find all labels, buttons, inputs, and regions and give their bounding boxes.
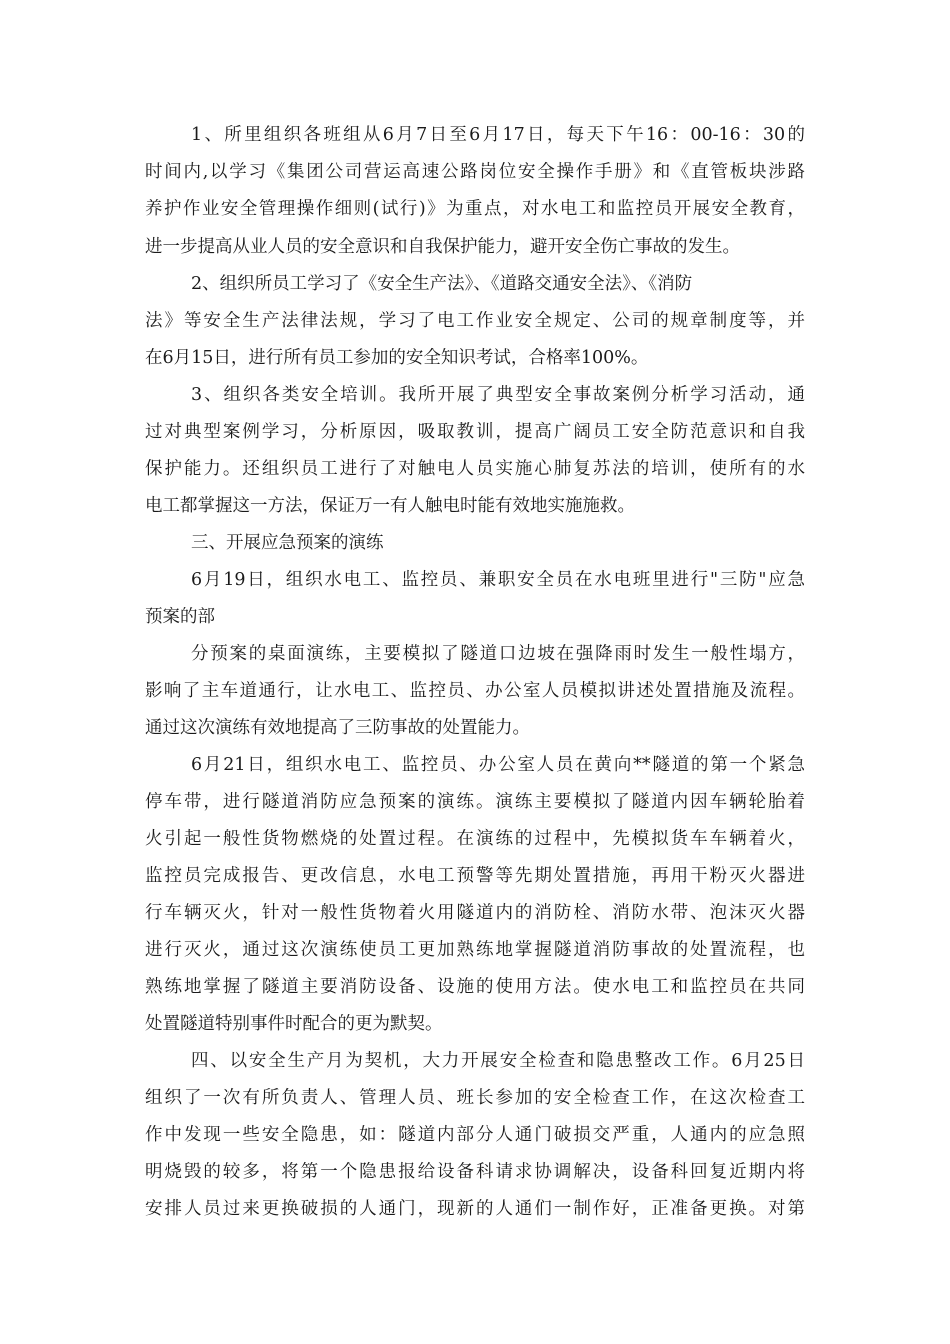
text-line: 时间内,以学习《集团公司营运高速公路岗位安全操作手册》和《直管板块涉路 xyxy=(145,162,805,182)
text-line: 组织了一次有所负责人、管理人员、班长参加的安全检查工作，在这次检查工 xyxy=(145,1088,805,1108)
text-line: 1、所里组织各班组从6月7日至6月17日，每天下午16：00-16：30的 xyxy=(191,125,805,145)
text-line: 行车辆灭火，针对一般性货物着火用隧道内的消防栓、消防水带、泡沫灭火器 xyxy=(145,903,805,923)
text-line: 熟练地掌握了隧道主要消防设备、设施的使用方法。使水电工和监控员在共同 xyxy=(145,977,805,997)
text-line: 保护能力。还组织员工进行了对触电人员实施心肺复苏法的培训，使所有的水 xyxy=(145,459,805,479)
text-line: 在6月15日，进行所有员工参加的安全知识考试，合格率100%。 xyxy=(145,348,649,368)
section-heading: 三、开展应急预案的演练 xyxy=(191,533,384,553)
text-line: 法》等安全生产法律法规，学习了电工作业安全规定、公司的规章制度等，并 xyxy=(145,311,805,331)
text-line: 明烧毁的较多，将第一个隐患报给设备科请求协调解决，设备科回复近期内将 xyxy=(145,1162,805,1182)
text-line: 影响了主车道通行，让水电工、监控员、办公室人员模拟讲述处置措施及流程。 xyxy=(145,681,805,701)
text-line: 过对典型案例学习，分析原因，吸取教训，提高广阔员工安全防范意识和自我 xyxy=(145,422,805,442)
text-line: 进一步提高从业人员的安全意识和自我保护能力，避开安全伤亡事故的发生。 xyxy=(145,237,740,257)
text-line: 处置隧道特别事件时配合的更为默契。 xyxy=(145,1014,443,1034)
text-line: 分预案的桌面演练，主要模拟了隧道口边坡在强降雨时发生一般性塌方， xyxy=(191,644,805,664)
text-line: 通过这次演练有效地提高了三防事故的处置能力。 xyxy=(145,718,530,738)
text-line: 2、组织所员工学习了《安全生产法》、《道路交通安全法》、《消防 xyxy=(191,274,693,294)
text-line: 预案的部 xyxy=(145,607,215,627)
text-line: 火引起一般性货物燃烧的处置过程。在演练的过程中，先模拟货车车辆着火， xyxy=(145,829,805,849)
text-line: 3、组织各类安全培训。我所开展了典型安全事故案例分析学习活动，通 xyxy=(191,385,805,405)
text-line: 四、以安全生产月为契机，大力开展安全检查和隐患整改工作。6月25日 xyxy=(191,1051,805,1071)
text-line: 监控员完成报告、更改信息，水电工预警等先期处置措施，再用干粉灭火器进 xyxy=(145,866,805,886)
text-line: 6月21日，组织水电工、监控员、办公室人员在黄向**隧道的第一个紧急 xyxy=(191,755,805,775)
text-line: 6月19日，组织水电工、监控员、兼职安全员在水电班里进行"三防"应急 xyxy=(191,570,805,590)
text-line: 作中发现一些安全隐患，如：隧道内部分人通门破损交严重，人通内的应急照 xyxy=(145,1125,805,1145)
text-line: 养护作业安全管理操作细则(试行)》为重点，对水电工和监控员开展安全教育， xyxy=(145,199,805,219)
text-line: 电工都掌握这一方法，保证万一有人触电时能有效地实施施救。 xyxy=(145,496,635,516)
text-line: 停车带，进行隧道消防应急预案的演练。演练主要模拟了隧道内因车辆轮胎着 xyxy=(145,792,805,812)
text-line: 进行灭火，通过这次演练使员工更加熟练地掌握隧道消防事故的处置流程，也 xyxy=(145,940,805,960)
text-line: 安排人员过来更换破损的人通门，现新的人通们一制作好，正准备更换。对第 xyxy=(145,1199,805,1219)
